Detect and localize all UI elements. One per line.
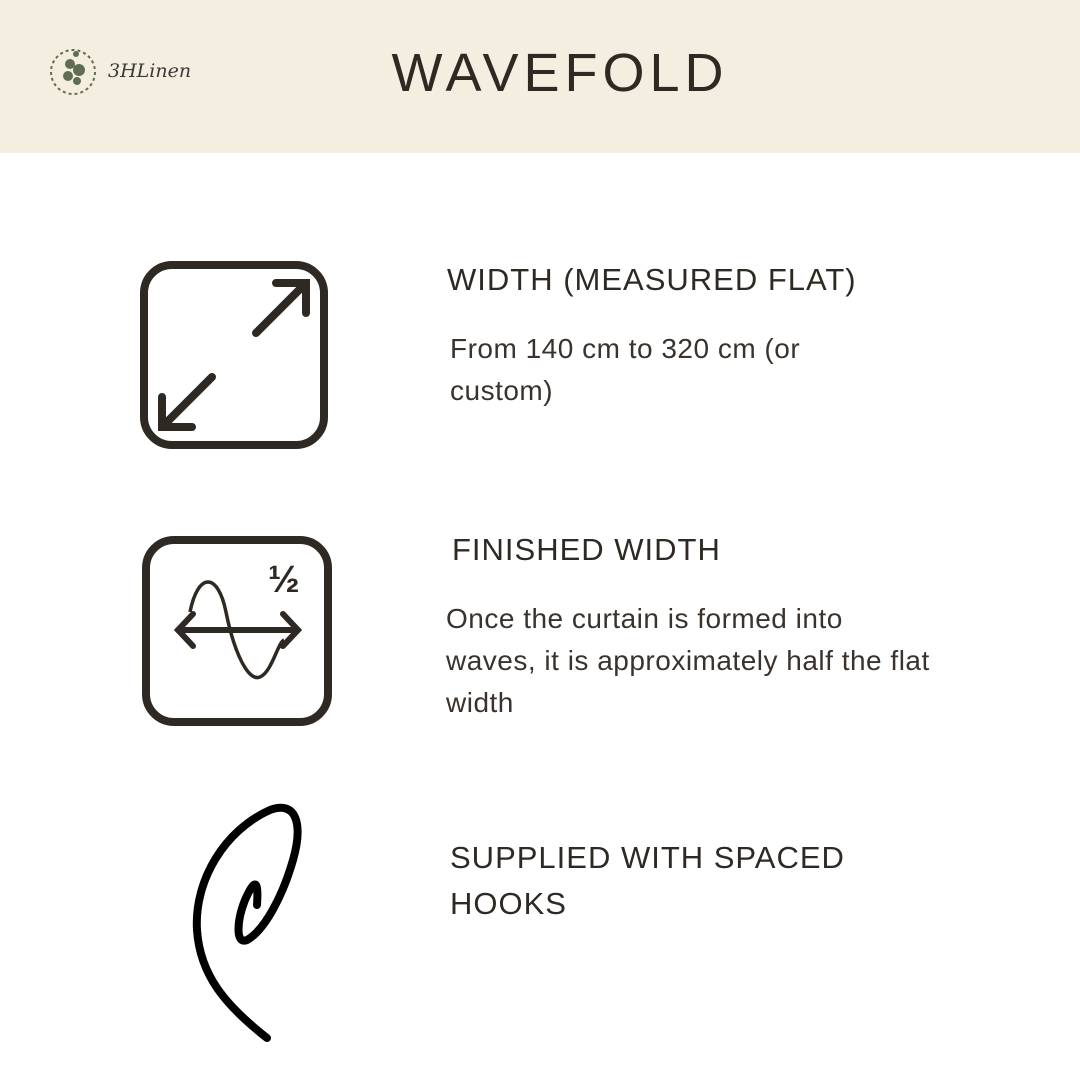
feature-title-width: WIDTH (MEASURED FLAT) [447, 262, 857, 297]
feature-body-finished: Once the curtain is formed into waves, it is approximately half the flat width [446, 603, 930, 718]
hook-icon [185, 800, 315, 1050]
half-wave-width-icon [138, 532, 336, 730]
feature-title-finished: FINISHED WIDTH [452, 532, 721, 567]
resize-diagonal-icon [136, 257, 332, 453]
fraction-label: ½ [268, 559, 300, 601]
page-title: WAVEFOLD [391, 43, 729, 103]
feature-title-hooks: SUPPLIED WITH SPACED HOOKS [450, 840, 845, 921]
brand-name: 3HLinen [108, 60, 192, 82]
header-banner [0, 0, 1080, 153]
feature-body-width: From 140 cm to 320 cm (or custom) [450, 333, 801, 406]
